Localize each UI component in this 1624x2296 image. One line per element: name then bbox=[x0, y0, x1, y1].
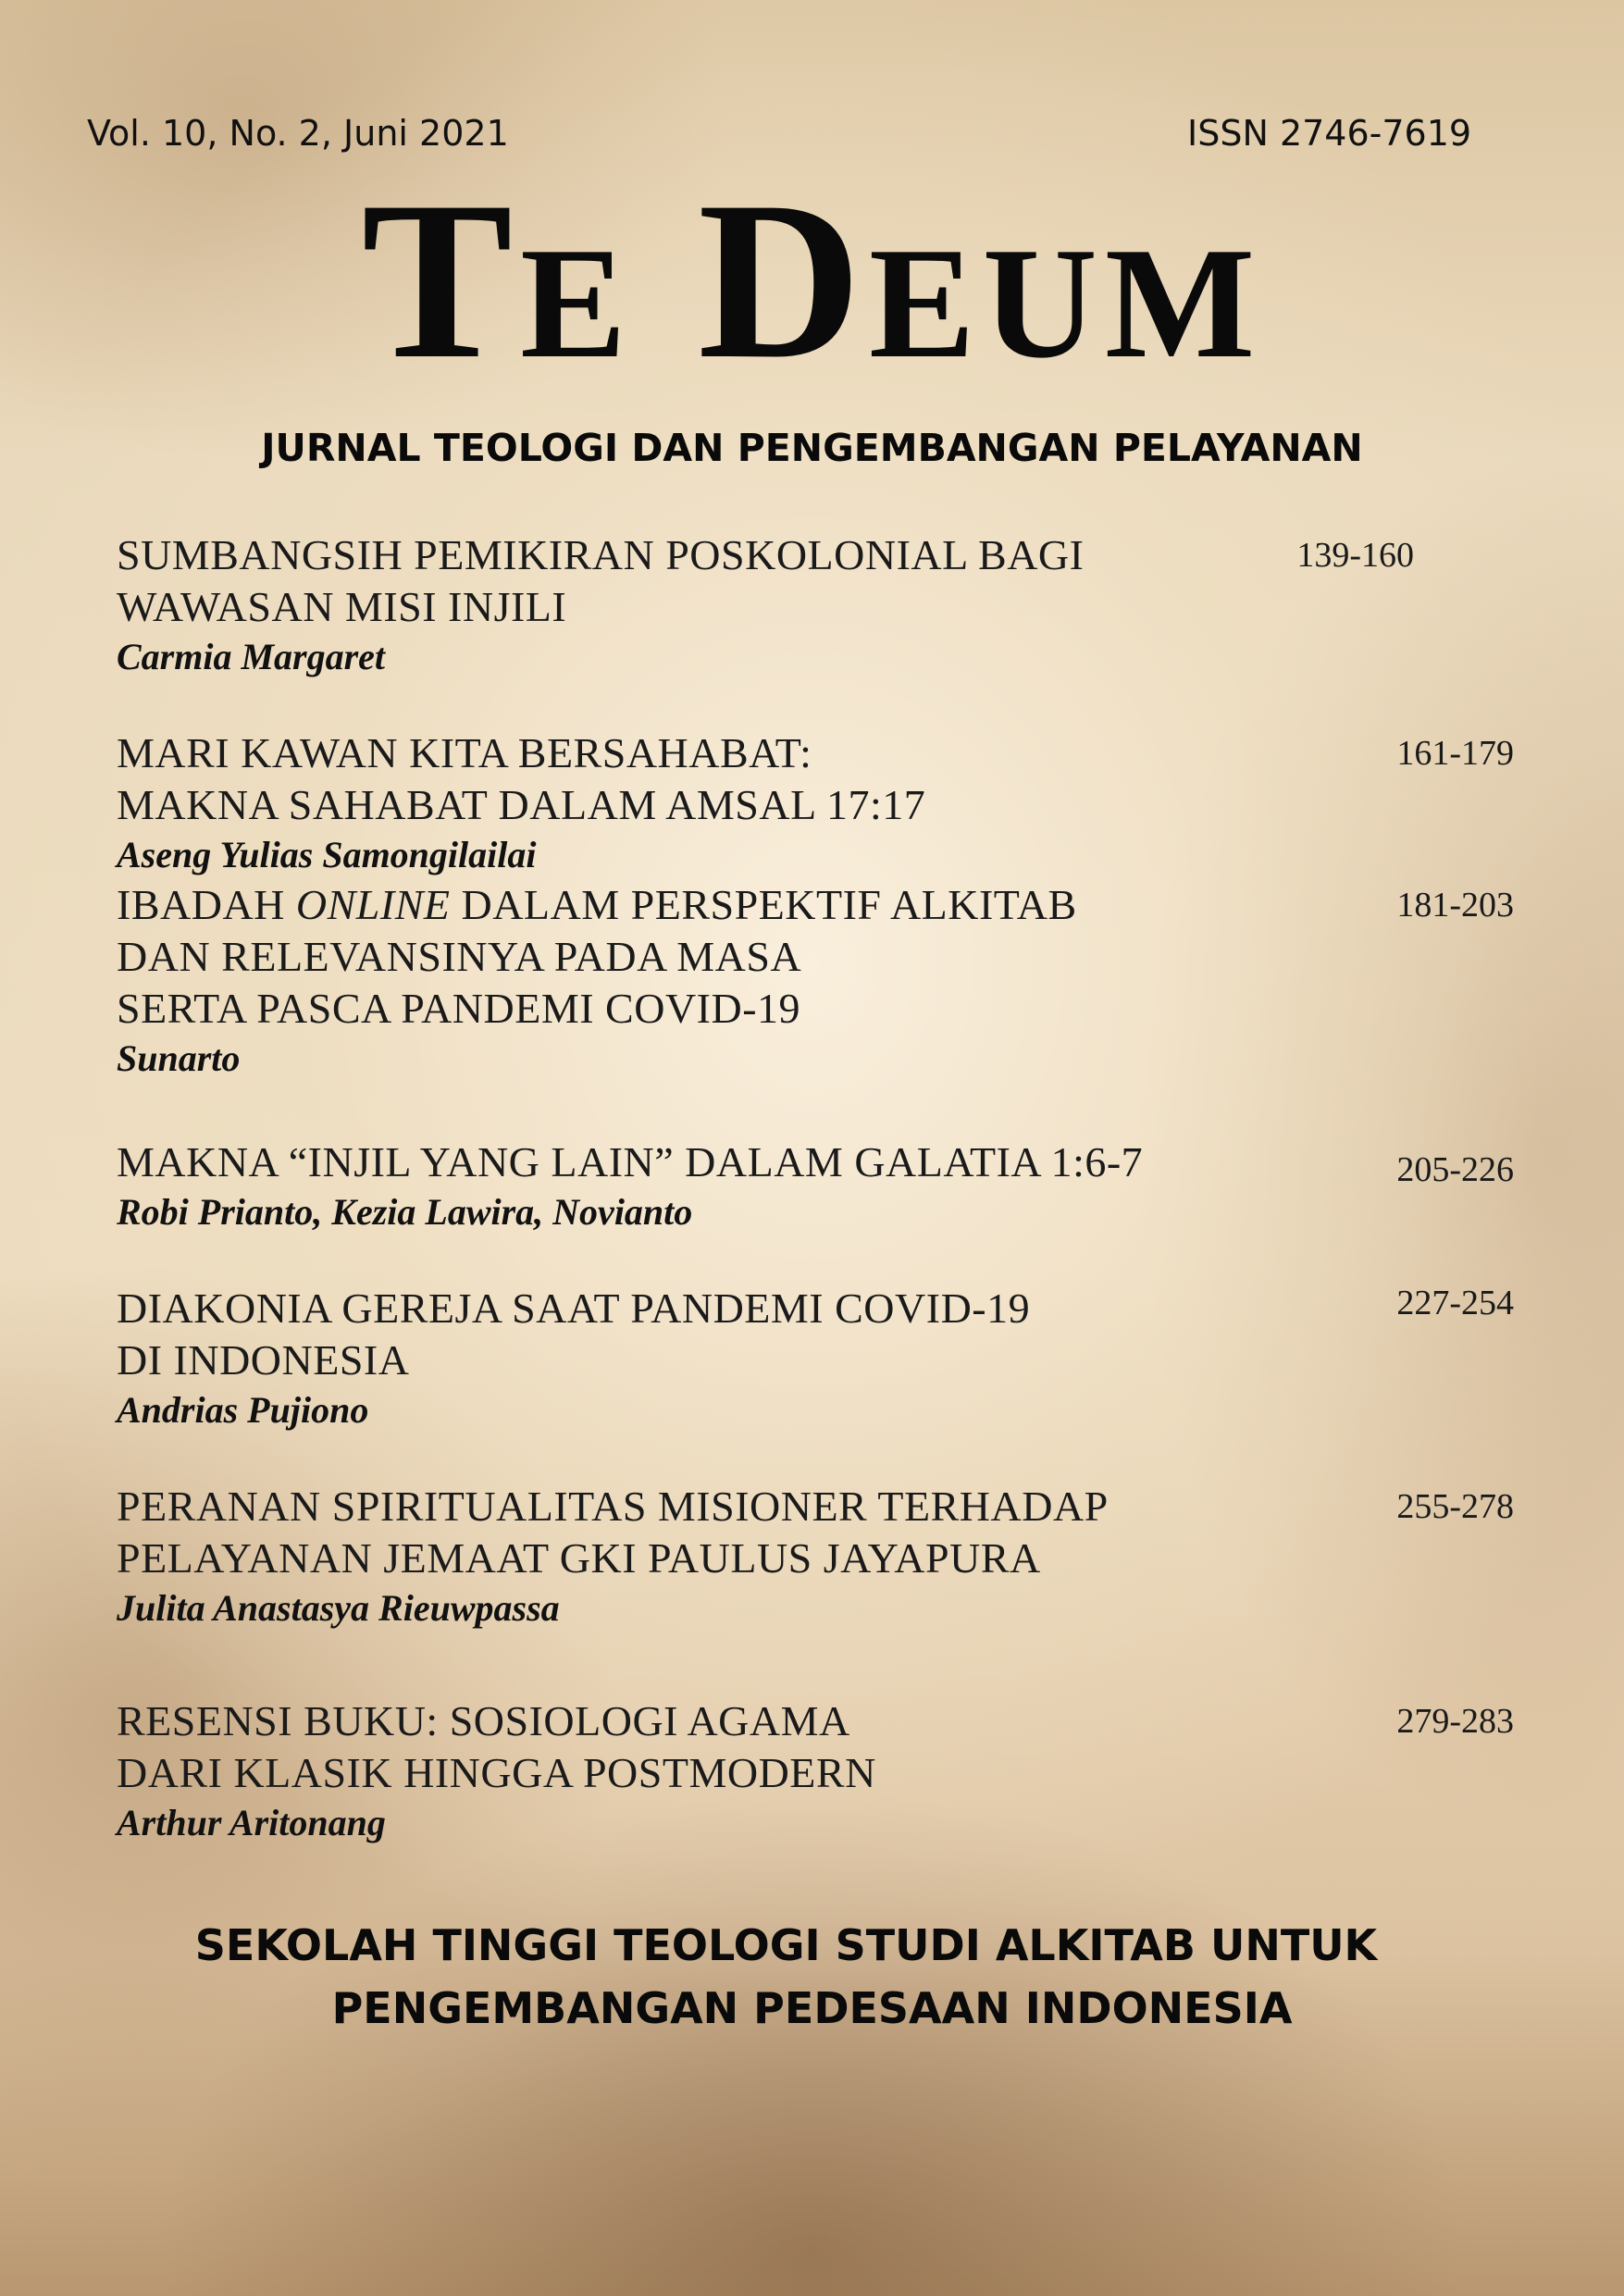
article-pages: 139-160 bbox=[1296, 536, 1414, 575]
article-title bbox=[117, 879, 1532, 931]
article-title: SERTA PASCA PANDEMI COVID-19 bbox=[117, 985, 801, 1032]
article-entry bbox=[117, 1481, 1532, 1632]
publisher-line-1: SEKOLAH TINGGI TEOLOGI STUDI ALKITAB UNTUK bbox=[194, 1920, 1378, 1970]
article-title: PELAYANAN JEMAAT GKI PAULUS JAYAPURA bbox=[117, 1534, 1041, 1582]
article-author: Robi Prianto, Kezia Lawira, Novianto bbox=[117, 1191, 693, 1233]
article-title: DI INDONESIA bbox=[117, 1336, 410, 1384]
article-title: PERANAN SPIRITUALITAS MISIONER TERHADAP bbox=[117, 1483, 1109, 1530]
article-title: RESENSI BUKU: SOSIOLOGI AGAMA bbox=[117, 1697, 850, 1744]
article-author: Andrias Pujiono bbox=[117, 1389, 369, 1431]
article-title-part: IBADAH bbox=[117, 881, 296, 928]
article-pages: 181-203 bbox=[1396, 886, 1514, 925]
article-author: Arthur Aritonang bbox=[117, 1802, 386, 1843]
article-entry bbox=[117, 1695, 1532, 1847]
article-title: MAKNA “INJIL YANG LAIN” DALAM GALATIA 1:6-7 bbox=[117, 1138, 1144, 1185]
article-title: MARI KAWAN KITA BERSAHABAT: bbox=[117, 729, 812, 776]
article-entry bbox=[117, 727, 1532, 879]
article-entry bbox=[117, 529, 1532, 681]
article-entry bbox=[117, 1136, 1532, 1236]
article-title: DIAKONIA GEREJA SAAT PANDEMI COVID-19 bbox=[117, 1285, 1031, 1332]
article-title-italic: ONLINE bbox=[295, 881, 451, 928]
article-author: Sunarto bbox=[117, 1037, 241, 1079]
article-title: DARI KLASIK HINGGA POSTMODERN bbox=[117, 1749, 876, 1796]
volume-info: Vol. 10, No. 2, Juni 2021 bbox=[87, 113, 509, 154]
article-entry bbox=[117, 879, 1532, 1083]
article-title-part: DALAM PERSPEKTIF ALKITAB bbox=[450, 881, 1077, 928]
article-pages: 255-278 bbox=[1396, 1487, 1514, 1526]
issn: ISSN 2746-7619 bbox=[1187, 113, 1472, 154]
article-title: DAN RELEVANSINYA PADA MASA bbox=[117, 933, 802, 980]
journal-title: Te Deum bbox=[361, 155, 1263, 405]
article-author: Aseng Yulias Samongilailai bbox=[117, 834, 537, 875]
article-title: MAKNA SAHABAT DALAM AMSAL 17:17 bbox=[117, 781, 926, 828]
article-pages: 279-283 bbox=[1396, 1702, 1514, 1741]
article-author: Julita Anastasya Rieuwpassa bbox=[117, 1587, 560, 1629]
article-pages: 205-226 bbox=[1396, 1150, 1514, 1189]
article-title: WAWASAN MISI INJILI bbox=[117, 583, 567, 630]
journal-subtitle: JURNAL TEOLOGI DAN PENGEMBANGAN PELAYANAN bbox=[261, 426, 1363, 470]
article-title: SUMBANGSIH PEMIKIRAN POSKOLONIAL BAGI bbox=[117, 531, 1085, 578]
article-pages: 227-254 bbox=[1396, 1284, 1514, 1322]
publisher-line-2: PENGEMBANGAN PEDESAAN INDONESIA bbox=[331, 1983, 1293, 2033]
article-entry bbox=[117, 1283, 1532, 1434]
article-author: Carmia Margaret bbox=[117, 636, 386, 677]
article-pages: 161-179 bbox=[1396, 734, 1514, 773]
